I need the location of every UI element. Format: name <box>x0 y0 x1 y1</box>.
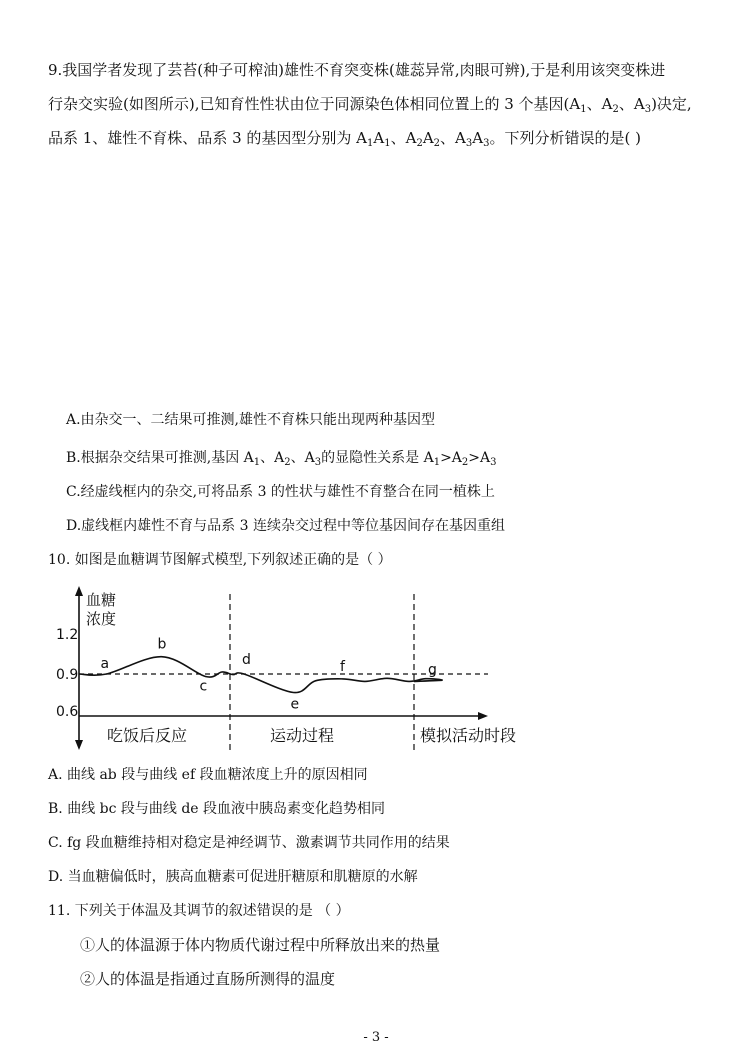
q10-option-d: D. 当血糖偏低时，胰高血糖素可促进肝糖原和肌糖原的水解 <box>48 869 418 885</box>
point-label-f: f <box>340 658 345 675</box>
q10-option-b: B. 曲线 bc 段与曲线 de 段血液中胰岛素变化趋势相同 <box>48 801 386 817</box>
y-axis-arrow <box>75 586 83 596</box>
q9-line2: 行杂交实验(如图所示),已知育性性状由位于同源染色体相同位置上的 3 个基因($A_1$、$A_2$、$A_3$)决定, <box>48 95 692 115</box>
y-axis-label-line2: 浓度 <box>86 610 117 628</box>
page-number: - 3 - <box>363 1030 389 1045</box>
q9-line1: 9.我国学者发现了芸苔(种子可榨油)雄性不育突变株(雄蕊异常,肉眼可辨),于是利用该突变株进 <box>48 61 666 79</box>
q10-option-c: C. fg 段血糖维持相对稳定是神经调节、激素调节共同作用的结果 <box>48 835 450 851</box>
point-label-a: a <box>100 656 110 672</box>
q11-stem: 11. 下列关于体温及其调节的叙述错误的是 （ ） <box>48 903 350 919</box>
point-label-g: g <box>428 662 437 679</box>
phase-label-exercise: 运动过程 <box>270 726 335 745</box>
q9-line3: 品系 1、雄性不育株、品系 3 的基因型分别为 $A_1A_1$、$A_2A_2$、$A_3A_3$。下列分析错误的是( ) <box>48 129 641 149</box>
q11-item-2: ②人的体温是指通过直肠所测得的温度 <box>80 970 336 988</box>
phase-label-simulated-activity: 模拟活动时段 <box>420 726 517 745</box>
point-label-e: e <box>290 696 300 713</box>
blood-glucose-chart <box>52 584 532 750</box>
point-label-b: b <box>157 636 167 653</box>
point-label-d: d <box>242 652 251 668</box>
q10-stem: 10. 如图是血糖调节图解式模型,下列叙述正确的是（ ） <box>48 552 392 568</box>
y-tick-label: 0.9 <box>56 667 79 683</box>
q9-option-a: A.由杂交一、二结果可推测,雄性不育株只能出现两种基因型 <box>66 412 436 428</box>
q9-option-c: C.经虚线框内的杂交,可将品系 3 的性状与雄性不育整合在同一植株上 <box>66 484 495 500</box>
phase-label-after-meal: 吃饭后反应 <box>107 726 188 745</box>
y-axis-label-line1: 血糖 <box>86 591 117 609</box>
x-axis-arrow <box>478 712 488 720</box>
point-label-c: c <box>199 678 208 695</box>
glucose-curve <box>79 657 442 693</box>
y-tick-label: 0.6 <box>56 704 79 720</box>
q9-option-d: D.虚线框内雄性不育与品系 3 连续杂交过程中等位基因间存在基因重组 <box>66 518 505 534</box>
y-tick-label: 1.2 <box>56 627 79 643</box>
q9-option-b: B.根据杂交结果可推测,基因 $A_1$、$A_2$、$A_3$的显隐性关系是 $A_1>A_2>A_3$ <box>66 450 497 468</box>
y-axis-bottom-arrow <box>75 740 83 750</box>
q10-option-a: A. 曲线 ab 段与曲线 ef 段血糖浓度上升的原因相同 <box>48 767 368 783</box>
q11-item-1: ①人的体温源于体内物质代谢过程中所释放出来的热量 <box>80 936 441 954</box>
